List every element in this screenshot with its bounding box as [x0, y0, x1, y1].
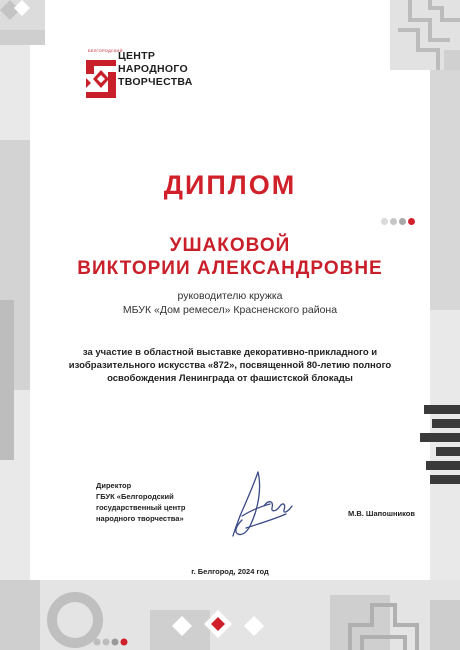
recipient-role: руководителю кружка	[177, 290, 283, 302]
director-org-1: ГБУК «Белгородский	[96, 492, 174, 501]
piano-keys-decor	[418, 405, 460, 495]
handwritten-signature	[228, 470, 298, 540]
recipient-surname: УШАКОВОЙ	[169, 235, 291, 256]
reason-line-3: освобождения Ленинграда от фашистской блокады	[107, 373, 353, 384]
bottom-ornament	[0, 580, 460, 650]
award-reason	[60, 346, 400, 385]
ornament-logo-icon	[82, 54, 120, 104]
place-and-date: г. Белгород, 2024 год	[191, 567, 269, 576]
director-block	[96, 480, 216, 524]
reason-line-1: за участие в областной выставке декоративно-прикладного и	[82, 347, 378, 358]
director-org-3: народного творчества»	[96, 514, 184, 523]
decorative-dots	[381, 218, 421, 226]
logo-line-3: ТВОРЧЕСТВА	[118, 76, 193, 88]
organization-logo	[82, 48, 222, 108]
corner-ornament-top-right	[390, 0, 460, 70]
signatory-name: М.В. Шапошников	[348, 509, 415, 518]
director-org-2: государственный центр	[96, 503, 186, 512]
director-title: Директор	[96, 481, 132, 490]
right-decor-band	[430, 0, 460, 650]
reason-line-2: изобразительного искусства «872», посвященной 80-летию полного	[68, 360, 392, 371]
logo-line-2: НАРОДНОГО	[118, 63, 188, 75]
recipient-organization: МБУК «Дом ремесел» Красненского района	[122, 304, 338, 316]
recipient-given-names: ВИКТОРИИ АЛЕКСАНДРОВНЕ	[77, 258, 383, 279]
diploma-title: ДИПЛОМ	[163, 170, 297, 200]
logo-line-1: ЦЕНТР	[118, 50, 156, 62]
left-decor-band	[0, 0, 30, 650]
corner-ornament-top-left	[0, 0, 45, 45]
logo-tagline: БЕЛГОРОДСКИЙ	[88, 48, 123, 53]
